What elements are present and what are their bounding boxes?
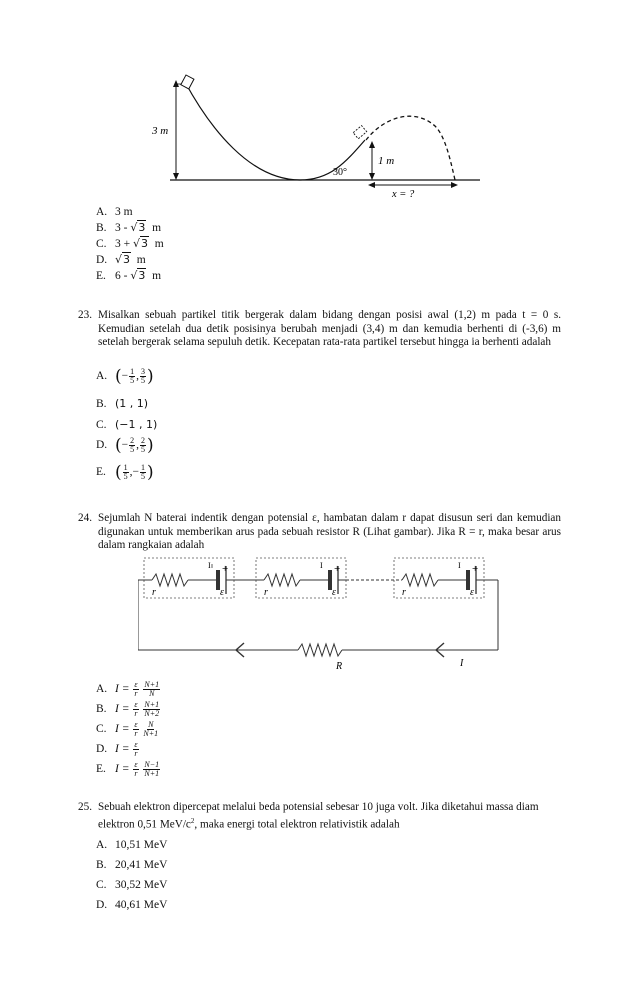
option-letter: E. bbox=[96, 763, 106, 776]
option-text: 40,61 MeV bbox=[115, 899, 168, 911]
option-unit: m bbox=[154, 238, 164, 250]
option-letter: C. bbox=[96, 419, 107, 431]
question-text: Misalkan sebuah partikel titik bergerak dalam bidang dengan posisi awal (1,2) m pada t = 0 s. Kemudian setelah dua detik posisinya berubah menjadi (3,4) m dan kemudia berhenti di (-3,6) m setelah bergerak selama sepuluh detik. Kecepatan rata-rata partikel tersebut hingga ia berhenti adalah bbox=[98, 309, 561, 348]
option-unit: m bbox=[136, 254, 146, 266]
curved-track bbox=[185, 82, 365, 180]
q25-option-a[interactable] bbox=[96, 838, 167, 852]
lhs: I = bbox=[115, 743, 130, 756]
q22-option-e[interactable] bbox=[96, 269, 161, 283]
eps-over-r: $\frac{\varepsilon}{r}$ bbox=[134, 740, 138, 758]
n-fraction: $\frac{N+1}{N+2}$ bbox=[144, 700, 160, 718]
sqrt-symbol: √3 bbox=[133, 237, 149, 250]
option-text: 3 m bbox=[115, 206, 133, 218]
option-letter: A. bbox=[96, 683, 108, 696]
sign1: − bbox=[121, 370, 129, 383]
emf-label-3: ε bbox=[470, 587, 474, 598]
question-23 bbox=[78, 309, 561, 350]
q23-option-d[interactable]: D. (− $\frac{2}{5}$ , $\frac{2}{5}$ ) bbox=[96, 435, 154, 456]
small-height-label: 1 m bbox=[378, 155, 395, 167]
option-letter: C. bbox=[96, 723, 107, 736]
lhs: I = bbox=[115, 763, 130, 776]
lhs: I = bbox=[115, 703, 130, 716]
sign1: − bbox=[121, 439, 129, 452]
q24-option-b[interactable] bbox=[96, 701, 161, 718]
q25-option-b[interactable] bbox=[96, 858, 167, 872]
q23-option-b[interactable] bbox=[96, 397, 148, 411]
lhs: I = bbox=[115, 683, 130, 696]
circuit-diagram bbox=[138, 554, 502, 674]
sqrt-symbol: √3 bbox=[115, 253, 131, 266]
q23-option-c[interactable] bbox=[96, 418, 157, 432]
r-label-1: r bbox=[152, 587, 156, 598]
sqrt-radicand: 3 bbox=[141, 237, 149, 250]
option-text: 20,41 MeV bbox=[115, 859, 168, 871]
emf-label-1: ε bbox=[220, 587, 224, 598]
current-label-loop: I bbox=[460, 658, 464, 669]
q23-option-a[interactable]: A. (− $\frac{1}{5}$ , $\frac{3}{5}$ ) bbox=[96, 366, 154, 387]
q22-option-d[interactable] bbox=[96, 253, 146, 267]
question-text: Sejumlah N baterai indentik dengan potensial ε, hambatan dalam r dapat disusun seri dan kemudian digunakan untuk memberikan arus pada sebuah resistor R (Lihat gambar). Jika R = r, maka besar arus dalam rangkaian adalah bbox=[98, 512, 561, 551]
q22-option-a[interactable] bbox=[96, 205, 133, 219]
R-label: R bbox=[336, 661, 343, 672]
fraction-1: $\frac{2}{5}$ bbox=[130, 436, 135, 454]
option-letter: B. bbox=[96, 859, 107, 871]
option-letter: D. bbox=[96, 899, 108, 911]
question-line-2-post: , maka energi total elektron relativistik adalah bbox=[194, 818, 400, 831]
distance-label: x = ? bbox=[392, 189, 415, 198]
emf-label-2: ε bbox=[332, 587, 336, 598]
question-number: 23. bbox=[78, 309, 92, 321]
option-letter: A. bbox=[96, 370, 108, 383]
question-24 bbox=[78, 512, 561, 553]
fraction-1: $\frac{1}{5}$ bbox=[130, 367, 135, 385]
q22-option-b[interactable] bbox=[96, 221, 161, 235]
question-number: 24. bbox=[78, 512, 92, 524]
current-label-3: I bbox=[458, 561, 461, 570]
eps-over-r: $\frac{\varepsilon}{r}$ bbox=[134, 720, 138, 738]
question-text bbox=[98, 801, 561, 832]
option-letter: C. bbox=[96, 238, 107, 250]
load-resistor bbox=[298, 644, 342, 656]
fraction-2: $\frac{1}{5}$ bbox=[141, 463, 146, 481]
option-letter: B. bbox=[96, 703, 107, 716]
block-top bbox=[181, 75, 194, 89]
plus-label-2: + bbox=[334, 563, 341, 575]
option-letter: E. bbox=[96, 466, 106, 479]
fraction-2: $\frac{3}{5}$ bbox=[141, 367, 146, 385]
sqrt-symbol: √3 bbox=[130, 221, 146, 234]
plus-label-1: + bbox=[222, 563, 229, 575]
sqrt-symbol: √3 bbox=[130, 269, 146, 282]
plus-label-3: + bbox=[472, 563, 479, 575]
eps-over-r: $\frac{\varepsilon}{r}$ bbox=[134, 700, 138, 718]
n-fraction: $\frac{N-1}{N+1}$ bbox=[144, 760, 160, 778]
question-line-2-pre: elektron 0,51 MeV/c bbox=[98, 818, 191, 831]
option-letter: C. bbox=[96, 879, 107, 891]
height-label: 3 m bbox=[152, 125, 169, 137]
q24-option-c[interactable] bbox=[96, 721, 159, 738]
option-letter: A. bbox=[96, 839, 108, 851]
q25-option-d[interactable] bbox=[96, 898, 167, 912]
option-pre: 3 - bbox=[115, 222, 131, 234]
q23-option-e[interactable]: E. ( $\frac{1}{5}$ ,− $\frac{1}{5}$ ) bbox=[96, 462, 154, 483]
block-launch bbox=[353, 126, 367, 139]
option-unit: m bbox=[152, 270, 162, 282]
q25-option-c[interactable] bbox=[96, 878, 167, 892]
option-letter: E. bbox=[96, 270, 106, 282]
projectile-path bbox=[366, 116, 455, 180]
fraction-2: $\frac{2}{5}$ bbox=[141, 436, 146, 454]
option-letter: B. bbox=[96, 222, 107, 234]
eps-over-r: $\frac{\varepsilon}{r}$ bbox=[134, 760, 138, 778]
sqrt-radicand: 3 bbox=[138, 221, 146, 234]
superscript: 2 bbox=[190, 816, 195, 825]
q24-option-a[interactable] bbox=[96, 681, 161, 698]
r-label-3: r bbox=[402, 587, 406, 598]
sqrt-radicand: 3 bbox=[138, 269, 146, 282]
angle-label: 30° bbox=[333, 167, 347, 178]
q24-option-e[interactable] bbox=[96, 761, 161, 778]
option-letter: D. bbox=[96, 439, 108, 452]
track-figure bbox=[140, 68, 490, 198]
sign2: − bbox=[132, 466, 140, 479]
option-text: (1 , 1) bbox=[115, 397, 149, 410]
n-fraction: $\frac{N}{N+1}$ bbox=[143, 720, 159, 738]
q24-option-d[interactable] bbox=[96, 741, 140, 758]
current-label-1: I bbox=[208, 561, 211, 570]
question-line-1: Sebuah elektron dipercepat melalui beda potensial sebesar 10 juga volt. Jika diketahui massa diam bbox=[98, 801, 539, 813]
option-letter: A. bbox=[96, 206, 108, 218]
option-text: 30,52 MeV bbox=[115, 879, 168, 891]
option-pre: 6 - bbox=[115, 270, 131, 282]
r-label-2: r bbox=[264, 587, 268, 598]
question-number: 25. bbox=[78, 801, 92, 813]
question-25 bbox=[78, 801, 561, 832]
fraction-1: $\frac{1}{5}$ bbox=[123, 463, 128, 481]
current-label-2: I bbox=[320, 561, 323, 570]
option-pre: 3 + bbox=[115, 238, 133, 250]
option-letter: D. bbox=[96, 254, 108, 266]
n-fraction: $\frac{N+1}{N}$ bbox=[144, 680, 160, 698]
q22-option-c[interactable] bbox=[96, 237, 164, 251]
option-text: (−1 , 1) bbox=[115, 418, 158, 431]
option-text: 10,51 MeV bbox=[115, 839, 168, 851]
eps-over-r: $\frac{\varepsilon}{r}$ bbox=[134, 680, 138, 698]
option-letter: D. bbox=[96, 743, 108, 756]
option-letter: B. bbox=[96, 398, 107, 410]
sqrt-radicand: 3 bbox=[123, 253, 131, 266]
lhs: I = bbox=[115, 723, 130, 736]
option-unit: m bbox=[152, 222, 162, 234]
